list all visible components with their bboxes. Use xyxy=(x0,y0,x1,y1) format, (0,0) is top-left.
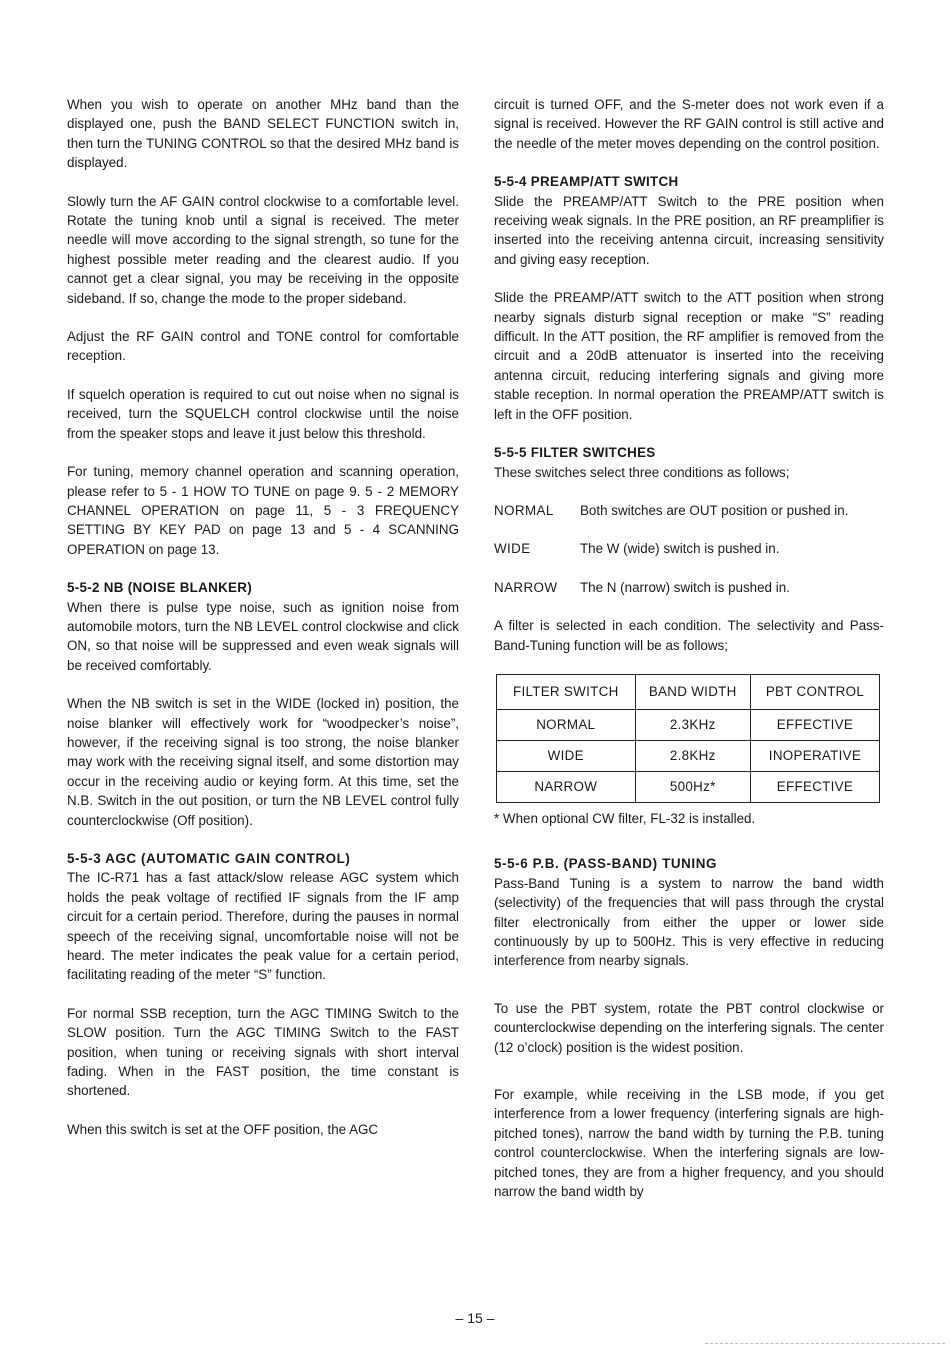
switch-name: WIDE xyxy=(494,541,531,557)
filter-heading: 5-5-5 FILTER SWITCHES xyxy=(494,445,656,461)
table-header-cell: PBT CONTROL xyxy=(750,674,879,709)
filter-intro: These switches select three conditions as follows; xyxy=(494,464,790,480)
nb-paragraph-2: When the NB switch is set in the WIDE (locked in) position, the noise blanker will effectively work for “woodpecker’s noise”, however, if the receiving signal is too strong, the noise blanker may work with the receiving signal itself, and some distortion may occur in the receiving audio or keying form. At this time, set the N.B. Switch in the out position, or turn the NB LEVEL control fully counterclockwise (Off position). xyxy=(67,696,459,828)
nb-heading: 5-5-2 NB (NOISE BLANKER) xyxy=(67,580,253,596)
table-header-cell: BAND WIDTH xyxy=(635,674,750,709)
band-select-paragraph: When you wish to operate on another MHz band than the displayed one, push the BAND SELECT FUNCTION switch in, then turn the TUNING CONTROL so that the desired MHz band is displayed. xyxy=(67,97,459,171)
table-header-row xyxy=(497,674,880,709)
agc-paragraph-2: For normal SSB reception, turn the AGC TIMING Switch to the SLOW position. Turn the AGC TIMING Switch to the FAST position, when tuning or receiving signals with short interval fading. When in the FAST position, the time constant is shortened. xyxy=(67,1005,459,1099)
pbt-heading: 5-5-6 P.B. (PASS-BAND) TUNING xyxy=(494,856,717,872)
table-cell: INOPERATIVE xyxy=(750,740,879,771)
pbt-paragraph-1: Pass-Band Tuning is a system to narrow the band width (selectivity) of the frequencies that will pass through the crystal filter electronically from either the upper or lower side continuously by up to 500Hz. This is very effective in reducing interference from nearby signals. xyxy=(494,875,884,969)
nb-paragraph-1: When there is pulse type noise, such as ignition noise from automobile motors, turn the NB LEVEL control clockwise and click ON, so that noise will be suppressed and even weak signals will be received comfortably. xyxy=(67,599,459,673)
rf-gain-paragraph: Adjust the RF GAIN control and TONE control for comfortable reception. xyxy=(67,329,459,364)
agc-paragraph-3: When this switch is set at the OFF position, the AGC xyxy=(67,1121,379,1137)
table-row xyxy=(497,771,880,802)
pbt-paragraph-2: To use the PBT system, rotate the PBT control clockwise or counterclockwise depending on the interfering signals. The center (12 o’clock) position is the widest position. xyxy=(494,1000,884,1055)
switch-name: NARROW xyxy=(494,579,558,595)
table-cell: 500Hz* xyxy=(635,771,750,802)
preamp-heading: 5-5-4 PREAMP/ATT SWITCH xyxy=(494,174,679,190)
switch-row-narrow xyxy=(494,578,884,597)
table-cell: NORMAL xyxy=(497,709,636,740)
table-header-cell: FILTER SWITCH xyxy=(497,674,636,709)
switch-description: The W (wide) switch is pushed in. xyxy=(580,541,780,557)
table-cell: 2.3KHz xyxy=(635,709,750,740)
pbt-paragraph-3: For example, while receiving in the LSB mode, if you get interference from a lower frequency (interfering signals are high-pitched tones), narrow the band width by turning the P.B. tuning control counterclockwise. When the interfering signals are low-pitched tones, they are from a higher frequency, and you should narrow the band width by xyxy=(494,1087,884,1200)
agc-heading: 5-5-3 AGC (AUTOMATIC GAIN CONTROL) xyxy=(67,851,351,866)
filter-table xyxy=(496,674,880,803)
preamp-paragraph-2: Slide the PREAMP/ATT switch to the ATT position when strong nearby signals disturb signal reception or make “S” reading difficult. In the ATT position, the RF amplifier is removed from the circuit and a 20dB attenuator is inserted into the receiving antenna circuit, reducing interfering signals and giving more stable reception. In normal operation the PREAMP/ATT switch is left in the OFF position. xyxy=(494,290,884,422)
switch-row-normal xyxy=(494,501,884,520)
table-cell: NARROW xyxy=(497,771,636,802)
table-footnote: * When optional CW filter, FL-32 is installed. xyxy=(494,810,756,826)
switch-name: NORMAL xyxy=(494,502,554,518)
table-cell: EFFECTIVE xyxy=(750,771,879,802)
right-column xyxy=(494,95,884,1220)
table-row xyxy=(497,740,880,771)
table-cell: 2.8KHz xyxy=(635,740,750,771)
preamp-paragraph-1: Slide the PREAMP/ATT Switch to the PRE position when receiving weak signals. In the PRE position, an RF preamplifier is inserted into the receiving antenna circuit, increasing sensitivity and giving easy reception. xyxy=(494,193,884,267)
switch-description: The N (narrow) switch is pushed in. xyxy=(580,579,790,595)
bottom-rule xyxy=(705,1343,945,1344)
agc-continuation-paragraph: circuit is turned OFF, and the S-meter does not work even if a signal is received. However the RF GAIN control is still active and the needle of the meter moves depending on the control position. xyxy=(494,97,884,151)
squelch-paragraph: If squelch operation is required to cut out noise when no signal is received, turn the SQUELCH control clockwise until the noise from the speaker stops and leave it just below this threshold. xyxy=(67,386,459,441)
table-cell: EFFECTIVE xyxy=(750,709,879,740)
af-gain-paragraph: Slowly turn the AF GAIN control clockwise to a comfortable level. Rotate the tuning knob until a signal is received. The meter needle will move according to the signal strength, so tune for the highest possible meter reading and the clearest audio. If you cannot get a clear signal, you may be receiving in the opposite sideband. If so, change the mode to the proper sideband. xyxy=(67,193,459,306)
switch-description: Both switches are OUT position or pushed in. xyxy=(580,502,849,518)
agc-paragraph-1: The IC-R71 has a fast attack/slow release AGC system which holds the peak voltage of rectified IF signals from the IF amp circuit for a certain period. Therefore, during the pauses in normal speech of the receiving signal, uncomfortable noise will not be heard. The meter indicates the peak value for a certain period, facilitating reading of the meter “S” function. xyxy=(67,870,459,983)
table-row xyxy=(497,709,880,740)
tuning-reference-paragraph: For tuning, memory channel operation and scanning operation, please refer to 5 - 1 HOW TO TUNE on page 9. 5 - 2 MEMORY CHANNEL OPERATION on page 11, 5 - 3 FREQUENCY SETTING BY KEY PAD on page 13 and 5 - 4 SCANNING OPERATION on page 13. xyxy=(67,464,459,557)
page-number: – 15 – xyxy=(455,1310,495,1326)
switch-row-wide xyxy=(494,539,884,558)
left-column xyxy=(67,95,459,1158)
filter-paragraph-2: A filter is selected in each condition. The selectivity and Pass-Band-Tuning function will be as follows; xyxy=(494,618,884,653)
table-cell: WIDE xyxy=(497,740,636,771)
